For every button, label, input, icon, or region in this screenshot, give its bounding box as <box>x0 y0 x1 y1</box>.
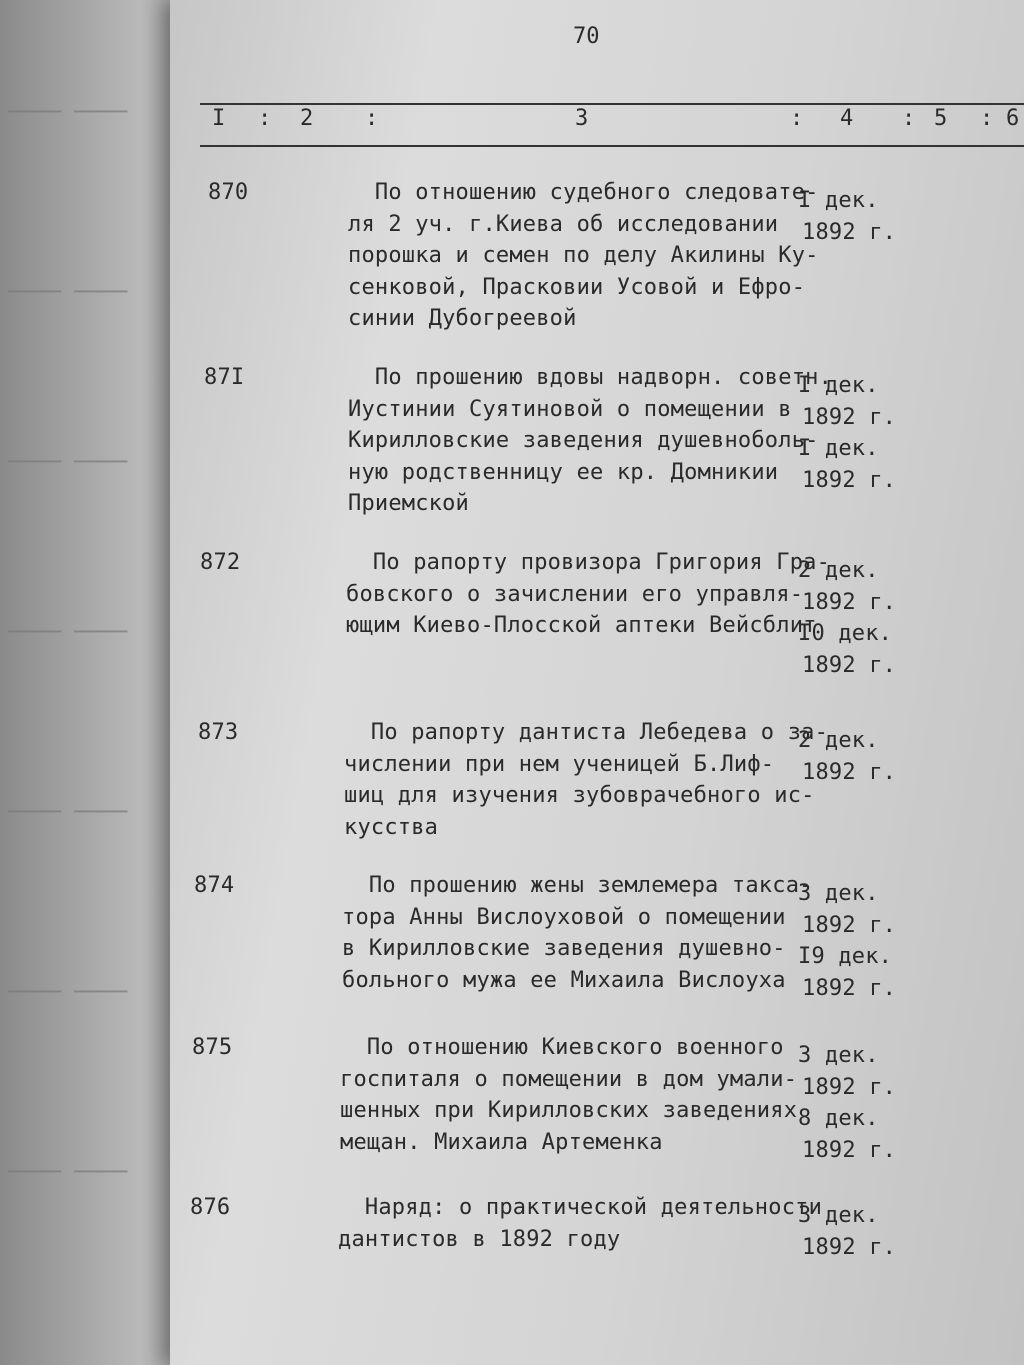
entry-text-line: числении при нем ученицей Б.Лиф- <box>344 751 775 777</box>
header-col-3: 3 <box>575 106 589 131</box>
entry-date-line: I дек. <box>798 436 879 461</box>
entry-date-line: 1892 г. <box>802 912 897 938</box>
bleed-through-text: ──── ──── <box>8 980 128 1005</box>
entry-date-line: I дек. <box>798 373 879 398</box>
entry-text-line: Наряд: о практической деятельности <box>338 1195 823 1220</box>
entry-number: 87I <box>204 365 245 390</box>
entry-date-line: 1892 г. <box>802 404 897 430</box>
entry-text-line: шенных при Кирилловских заведениях <box>340 1098 798 1123</box>
entry-date-line: I дек. <box>798 188 879 213</box>
entry-text-line: синии Дубогреевой <box>348 306 577 331</box>
entry-text-line: ющим Киево-Плосской аптеки Вейсблит <box>346 613 817 638</box>
header-col-5: 5 <box>934 106 948 131</box>
header-col-2: 2 <box>300 106 314 131</box>
page-number: 70 <box>573 24 600 49</box>
entry-number: 874 <box>194 873 235 898</box>
header-rule-top <box>200 103 1024 105</box>
entry-date-line: 1892 г. <box>802 759 897 785</box>
entry-date-line: 2 дек. <box>798 558 879 583</box>
entry-text-line: По прошению жены землемера такса- <box>342 873 813 898</box>
document-page <box>170 0 1024 1365</box>
entry-number: 875 <box>192 1035 233 1060</box>
entry-text-line: По рапорту провизора Григория Гра- <box>346 550 831 575</box>
entry-date-line: 1892 г. <box>802 219 897 245</box>
entry-number: 870 <box>208 180 249 205</box>
entry-text-line: дантистов в 1892 году <box>338 1226 621 1252</box>
header-separator: : <box>790 106 804 131</box>
header-col-1: I <box>212 106 226 131</box>
entry-date-line: 3 дек. <box>798 1203 879 1228</box>
bleed-through-text: ──── ──── <box>8 280 128 305</box>
entry-text-line: в Кирилловские заведения душевно- <box>342 936 786 961</box>
entry-text-line: По отношению судебного следовате- <box>348 180 819 205</box>
entry-text-line: Приемской <box>348 491 470 516</box>
bleed-through-text: ──── ──── <box>8 450 128 475</box>
entry-date-line: 2 дек. <box>798 728 879 753</box>
bleed-through-text: ──── ──── <box>8 800 128 825</box>
header-rule-bottom <box>200 145 1024 147</box>
entry-text-line: По отношению Киевского военного <box>340 1035 784 1060</box>
entry-number: 872 <box>200 550 241 575</box>
entry-date-line: 3 дек. <box>798 881 879 906</box>
header-separator: : <box>902 106 916 131</box>
entry-text-line: госпиталя о помещении в дом умали- <box>340 1066 798 1092</box>
entry-date-line: I9 дек. <box>798 944 893 969</box>
entry-text-line: мещан. Михаила Артеменка <box>340 1129 663 1155</box>
header-separator: : <box>365 106 379 131</box>
entry-date-line: 1892 г. <box>802 1234 897 1260</box>
header-separator: : <box>258 106 272 131</box>
entry-number: 873 <box>198 720 239 745</box>
entry-text-line: порошка и семен по делу Акилины Ку- <box>348 243 819 268</box>
entry-date-line: 1892 г. <box>802 1137 897 1163</box>
entry-date-line: 1892 г. <box>802 1074 897 1100</box>
entry-text-line: Иустинии Суятиновой о помещении в <box>348 396 792 422</box>
entry-date-line: 3 дек. <box>798 1043 879 1068</box>
entry-text-line: ля 2 уч. г.Киева об исследовании <box>348 211 779 237</box>
entry-date-line: 1892 г. <box>802 589 897 615</box>
entry-text-line: кусства <box>344 814 439 840</box>
bleed-through-text: ──── ──── <box>8 100 128 125</box>
entry-number: 876 <box>190 1195 231 1220</box>
header-separator: : <box>980 106 994 131</box>
entry-text-line: тора Анны Вислоуховой о помещении <box>342 904 786 930</box>
entry-text-line: ную родственницу ее кр. Домникии <box>348 459 779 485</box>
bleed-through-text: ──── ──── <box>8 1160 128 1185</box>
header-col-4: 4 <box>840 106 854 131</box>
entry-date-line: I0 дек. <box>798 621 893 646</box>
entry-text-line: бовского о зачислении его управля- <box>346 581 804 607</box>
entry-text-line: Кирилловские заведения душевноболь- <box>348 428 819 453</box>
entry-text-line: По рапорту дантиста Лебедева о за- <box>344 720 829 745</box>
entry-text-line: шиц для изучения зубоврачебного ис- <box>344 783 815 808</box>
entry-date-line: 8 дек. <box>798 1106 879 1131</box>
entry-date-line: 1892 г. <box>802 975 897 1001</box>
entry-text-line: больного мужа ее Михаила Вислоуха <box>342 967 786 993</box>
header-col-6: 6 <box>1006 106 1020 131</box>
bleed-through-text: ──── ──── <box>8 620 128 645</box>
entry-date-line: 1892 г. <box>802 652 897 678</box>
entry-date-line: 1892 г. <box>802 467 897 493</box>
entry-text-line: сенковой, Прасковии Усовой и Ефро- <box>348 274 806 300</box>
entry-text-line: По прошению вдовы надворн. советн. <box>348 365 833 390</box>
